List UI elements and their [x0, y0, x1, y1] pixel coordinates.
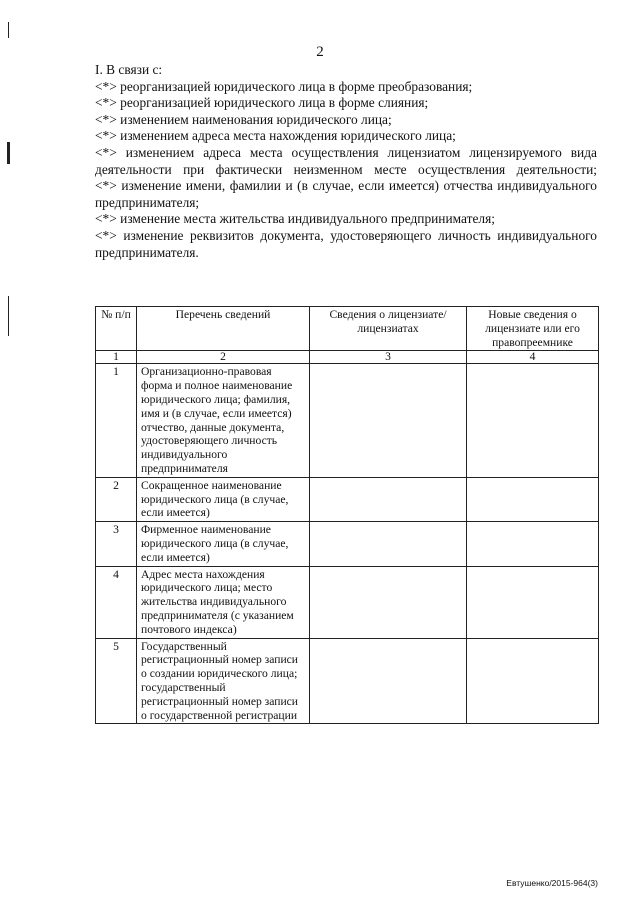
row-new-value: [467, 364, 599, 477]
scan-mark-middle: [7, 142, 10, 164]
intro-item: <*> изменение реквизитов документа, удостоверяющего личность индивидуального предпринимателя.: [95, 227, 597, 260]
row-current-value: [310, 522, 467, 566]
row-current-value: [310, 364, 467, 477]
intro-item: <*> изменением адреса места нахождения юридического лица;: [95, 128, 456, 144]
column-index-row: [96, 351, 599, 364]
header-number: № п/п: [96, 307, 137, 351]
row-new-value: [467, 566, 599, 638]
row-number: 2: [96, 477, 137, 521]
column-index: 2: [137, 351, 310, 364]
column-index: 1: [96, 351, 137, 364]
scan-mark-top: [8, 22, 9, 38]
header-current-info: Сведения о лицензиате/лицензиатах: [310, 307, 467, 351]
license-info-table: [95, 306, 599, 724]
intro-item: <*> изменение имени, фамилии и (в случае, если имеется) отчества индивидуального предпринимателя;: [95, 178, 597, 210]
row-number: 4: [96, 566, 137, 638]
table-row: [96, 566, 599, 638]
row-current-value: [310, 477, 467, 521]
header-info-list: Перечень сведений: [137, 307, 310, 351]
table-row: [96, 364, 599, 477]
intro-section: [95, 62, 597, 261]
column-index: 3: [310, 351, 467, 364]
row-info-text: Фирменное наименование юридического лица (в случае, если имеется): [137, 522, 310, 566]
row-info-text: Адрес места нахождения юридического лица; место жительства индивидуального предпринимателя (с указанием почтового индекса): [137, 566, 310, 638]
row-current-value: [310, 566, 467, 638]
header-new-info: Новые сведения о лицензиате или его правопреемнике: [467, 307, 599, 351]
row-number: 5: [96, 638, 137, 724]
row-new-value: [467, 522, 599, 566]
table-row: [96, 477, 599, 521]
row-number: 3: [96, 522, 137, 566]
table-header-row: [96, 307, 599, 351]
row-current-value: [310, 638, 467, 724]
intro-item: <*> реорганизацией юридического лица в форме преобразования;: [95, 78, 473, 94]
intro-item: <*> изменением адреса места осуществления лицензиатом лицензируемого вида деятельности при фактически неизменном месте осуществления деятельности;: [95, 144, 597, 177]
table-row: [96, 638, 599, 724]
intro-item: <*> изменением наименования юридического лица;: [95, 111, 392, 127]
intro-item: <*> изменение места жительства индивидуального предпринимателя;: [95, 211, 495, 227]
row-new-value: [467, 638, 599, 724]
page-number: 2: [316, 44, 324, 60]
document-footer-code: Евтушенко/2015-964(3): [506, 878, 598, 888]
row-info-text: Государственный регистрационный номер записи о создании юридического лица; государственный регистрационный номер записи о государственной регистрации: [137, 638, 310, 724]
row-info-text: Сокращенное наименование юридического лица (в случае, если имеется): [137, 477, 310, 521]
row-new-value: [467, 477, 599, 521]
intro-heading: I. В связи с:: [95, 62, 163, 77]
scan-mark-lower: [8, 296, 9, 336]
row-number: 1: [96, 364, 137, 477]
table-row: [96, 522, 599, 566]
intro-item: <*> реорганизацией юридического лица в форме слияния;: [95, 95, 429, 111]
row-info-text: Организационно-правовая форма и полное наименование юридического лица; фамилия, имя и (в случае, если имеется) отчество, данные документа, удостоверяющего личность индивидуального предпринимателя: [137, 364, 310, 477]
column-index: 4: [467, 351, 599, 364]
